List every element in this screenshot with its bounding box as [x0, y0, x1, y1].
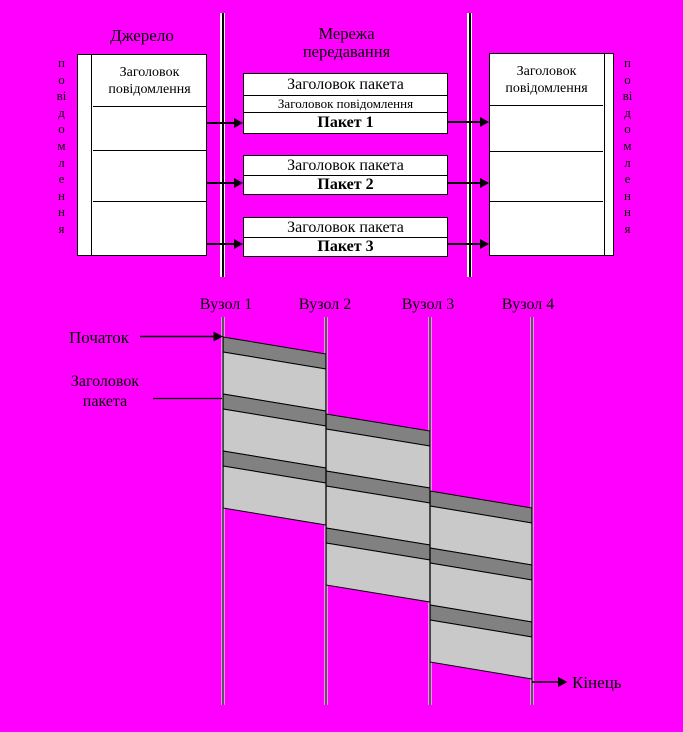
node-label-3: Вузол 3 — [401, 296, 455, 313]
start-arrow — [140, 332, 223, 342]
packet-label: Пакет 1 — [317, 114, 374, 131]
end-label: Кінець — [572, 673, 622, 692]
message-header-text: Заголовок повідомлення — [108, 64, 191, 97]
source-title: Джерело — [110, 26, 174, 45]
packet-bands — [223, 337, 532, 679]
end-arrow — [532, 677, 568, 687]
packet-header-label: Заголовок пакета — [70, 373, 140, 410]
destination-side-label: повідомлення — [622, 55, 633, 236]
node-label-4: Вузол 4 — [501, 296, 555, 313]
packet-label: Пакет 3 — [317, 238, 374, 255]
message-header-row: Заголовок повідомлення — [244, 96, 447, 113]
source-side-label: повідомлення — [56, 55, 67, 236]
network-title: Мережа передавання — [302, 24, 391, 61]
message-header-text: Заголовок повідомлення — [505, 63, 588, 96]
packet-header-row: Заголовок пакета — [244, 218, 447, 238]
start-label: Початок — [69, 328, 129, 347]
node-label-1: Вузол 1 — [199, 296, 253, 313]
packet-header-row: Заголовок пакета — [244, 74, 447, 96]
node-label-2: Вузол 2 — [298, 296, 352, 313]
packet-header-row: Заголовок пакета — [244, 156, 447, 176]
packet-label: Пакет 2 — [317, 176, 374, 193]
